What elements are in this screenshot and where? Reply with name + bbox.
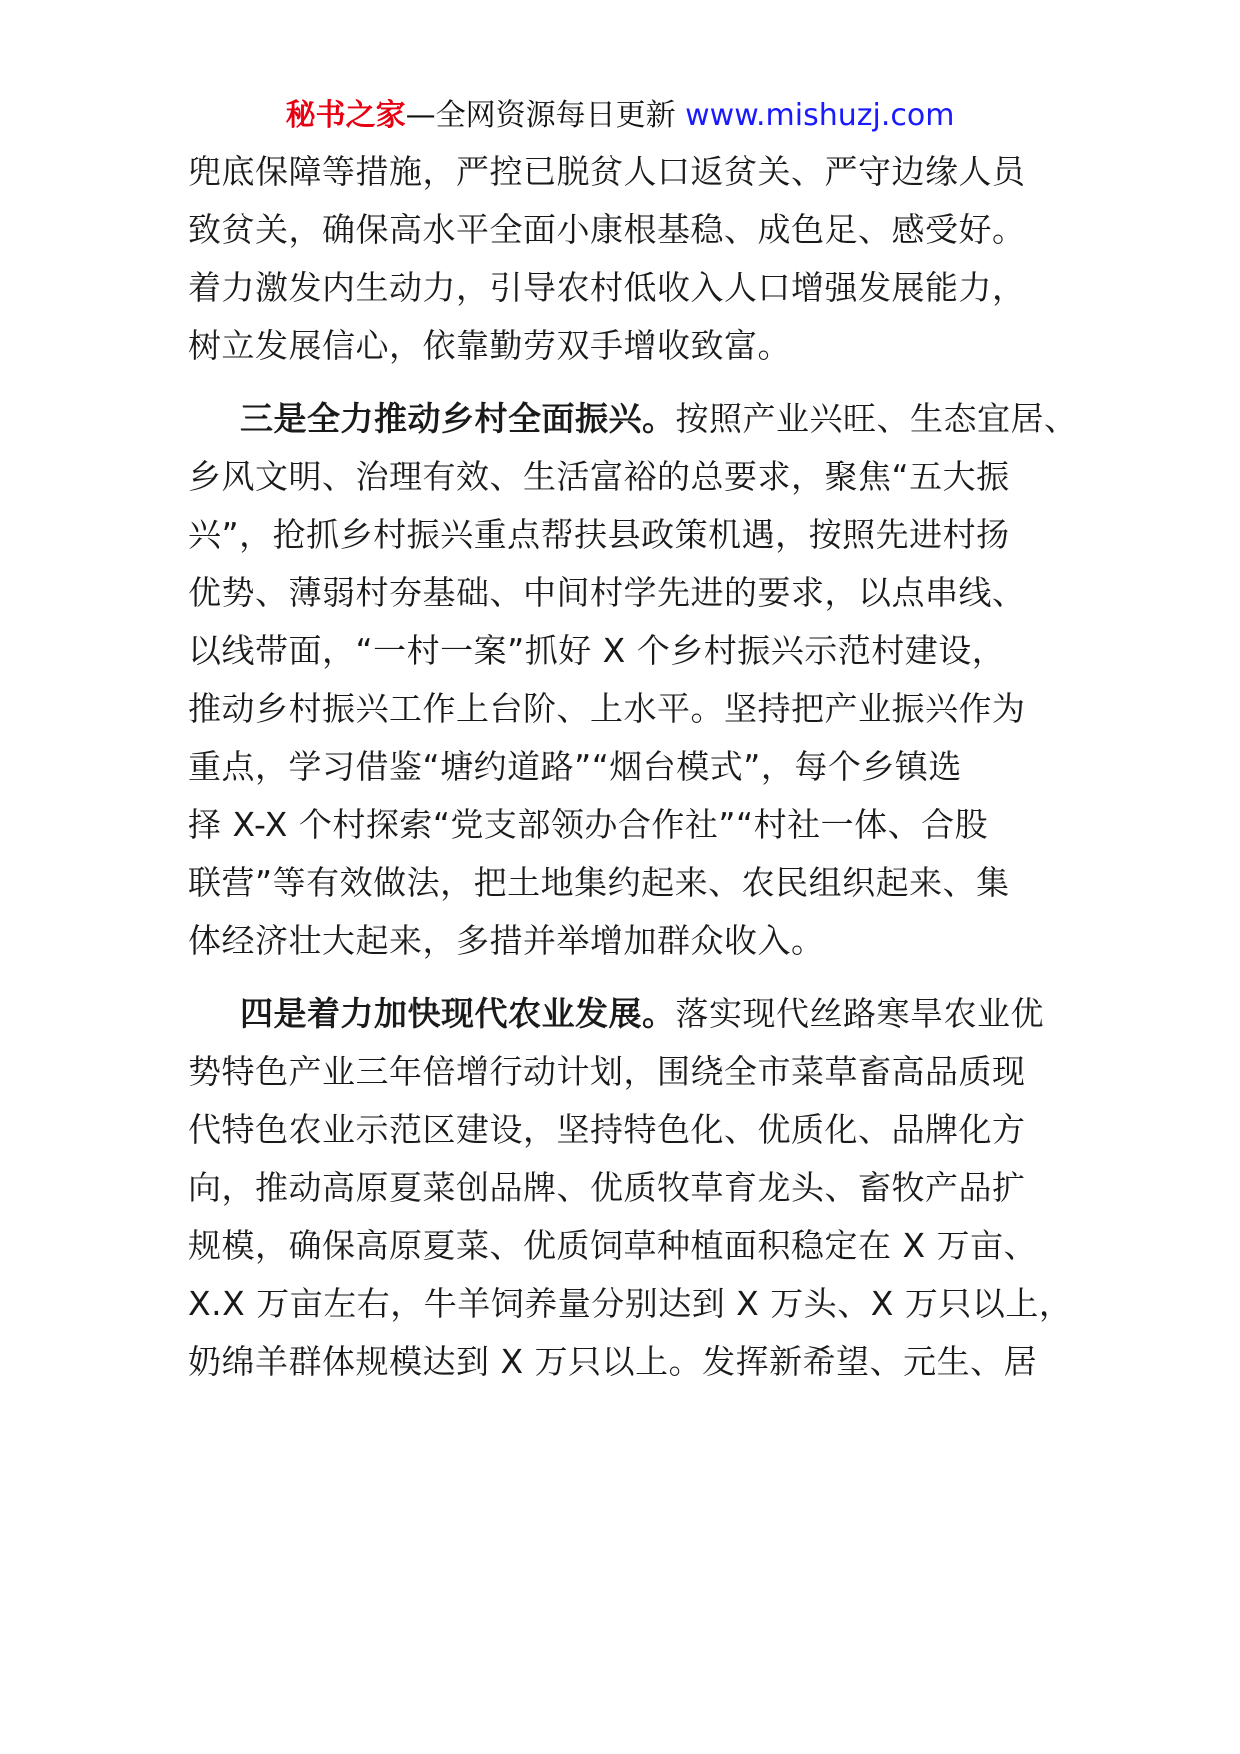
paragraph-line: 代特色农业示范区建设，坚持特色化、优质化、品牌化方: [188, 1110, 1026, 1149]
paragraph-line: 优势、薄弱村夯基础、中间村学先进的要求，以点串线、: [188, 573, 1026, 612]
paragraph-line: 树立发展信心，依靠勤劳双手增收致富。: [188, 326, 791, 365]
paragraph-line: 兜底保障等措施，严控已脱贫人口返贫关、严守边缘人员: [188, 152, 1026, 191]
header-tagline: —全网资源每日更新: [405, 98, 676, 133]
paragraph-line: 推动乡村振兴工作上台阶、上水平。坚持把产业振兴作为: [188, 689, 1026, 728]
paragraph-line: 以线带面，“一村一案”抓好 X 个乡村振兴示范村建设，: [188, 631, 1006, 670]
paragraph-line: 兴”，抢抓乡村振兴重点帮扶县政策机遇，按照先进村扬: [188, 515, 1010, 554]
paragraph-line: 体经济壮大起来，多措并举增加群众收入。: [188, 921, 825, 960]
page-header: [0, 96, 1240, 136]
paragraph-line: 重点，学习借鉴“塘约道路”“烟台模式”，每个乡镇选: [188, 747, 962, 786]
paragraph-line: 奶绵羊群体规模达到 X 万只以上。发挥新希望、元生、居: [188, 1342, 1038, 1381]
header-url[interactable]: www.mishuzj.com: [685, 98, 955, 133]
paragraph-line: 致贫关，确保高水平全面小康根基稳、成色足、感受好。: [188, 210, 1026, 249]
paragraph-line: 势特色产业三年倍增行动计划，围绕全市菜草畜高品质现: [188, 1052, 1026, 1091]
section-4-first-line: [240, 994, 1044, 1034]
paragraph-line: 乡风文明、治理有效、生活富裕的总要求，聚焦“五大振: [188, 457, 1010, 496]
section-3-first-line: [240, 399, 1078, 439]
section-4-heading: 四是着力加快现代农业发展。: [240, 994, 676, 1033]
paragraph-line: X.X 万亩左右，牛羊饲养量分别达到 X 万头、X 万只以上，: [188, 1284, 1073, 1323]
section-3-heading: 三是全力推动乡村全面振兴。: [240, 399, 676, 438]
paragraph-line: 向，推动高原夏菜创品牌、优质牧草育龙头、畜牧产品扩: [188, 1168, 1026, 1207]
section-4-first-text: 落实现代丝路寒旱农业优: [675, 994, 1044, 1033]
paragraph-line: 着力激发内生动力，引导农村低收入人口增强发展能力，: [188, 268, 1026, 307]
paragraph-line: 规模，确保高原夏菜、优质饲草种植面积稳定在 X 万亩、: [188, 1226, 1038, 1265]
brand-name: 秘书之家: [285, 98, 406, 133]
section-3-first-text: 按照产业兴旺、生态宜居、: [675, 399, 1078, 438]
paragraph-line: 联营”等有效做法，把土地集约起来、农民组织起来、集: [188, 863, 1010, 902]
paragraph-line: 择 X-X 个村探索“党支部领办合作社”“村社一体、合股: [188, 805, 989, 844]
